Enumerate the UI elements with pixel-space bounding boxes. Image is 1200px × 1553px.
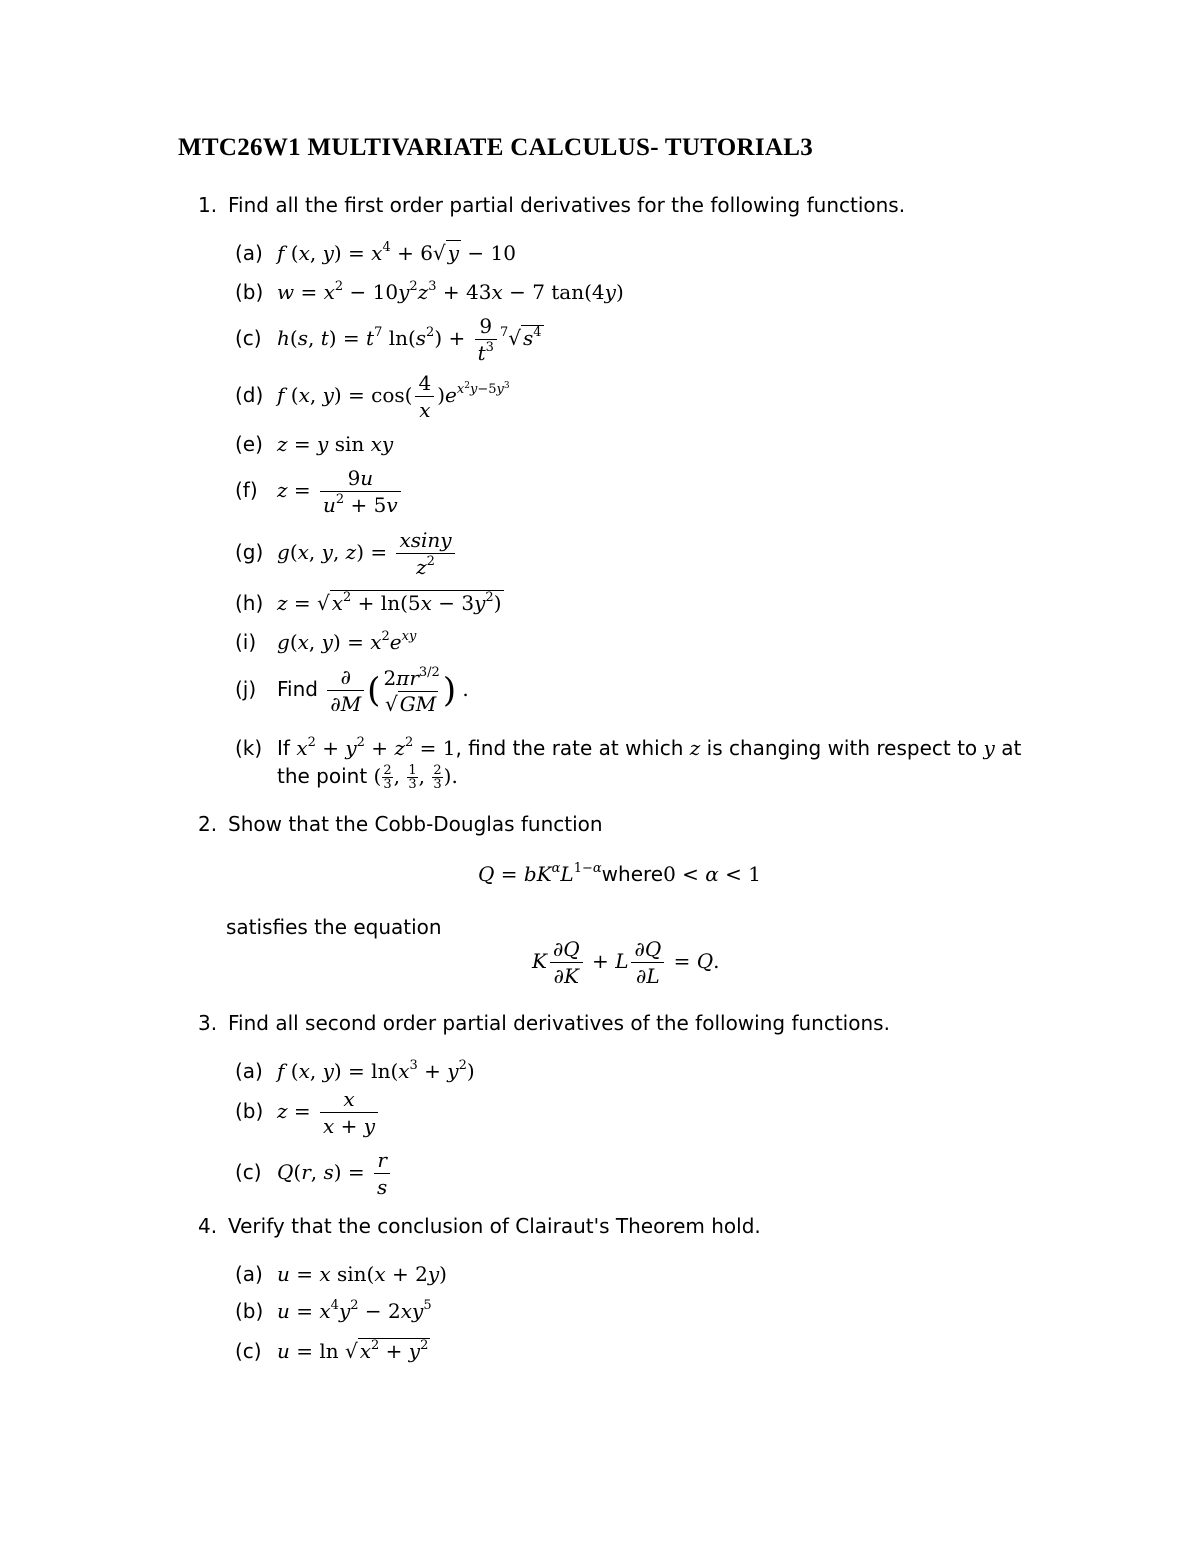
formula: $x^2 + y^2 + z^2 = 1$ [296, 735, 456, 760]
item-text-end: at [1001, 736, 1022, 760]
item-label: (h) [235, 591, 264, 615]
q3-item-b [235, 1086, 381, 1139]
formula: z = y sin xy [277, 432, 394, 456]
item-label: (j) [235, 677, 257, 701]
item-label: (d) [235, 383, 264, 407]
question-number: 3. [198, 1011, 218, 1035]
formula: z = $\frac{9u}{u^2 + 5v}$ [277, 478, 404, 502]
item-label: (a) [235, 241, 263, 265]
formula: $u = x^4y^2 - 2xy^5$ [277, 1298, 432, 1323]
q4-item-a [235, 1261, 447, 1287]
item-text-line2: the point [277, 764, 368, 788]
formula: $\frac{\partial}{\partial M}$ ( $2\pi r^{3/2}$ √ GM ) . [324, 677, 468, 701]
formula: f (x, $y) = x^4 + 6√$ y − 10 [277, 240, 516, 265]
question-3-heading [198, 1010, 890, 1036]
item-label: (c) [235, 1160, 262, 1184]
item-label: (a) [235, 1059, 263, 1083]
q1-item-j [235, 664, 469, 717]
question-4-heading [198, 1213, 761, 1239]
q1-item-i [235, 629, 416, 655]
item-label: (i) [235, 630, 257, 654]
q1-item-c [235, 313, 544, 366]
item-text-prefix: If [277, 736, 290, 760]
cobb-douglas-equation: K $\frac{\partial Q}{\partial K}$ + L $\frac{\partial Q}{\partial L}$ = Q. [532, 937, 720, 988]
formula: g(x, y, z) = $\frac{xsiny}{z^2}$ [277, 540, 458, 564]
q1-item-g [235, 527, 458, 580]
item-text-mid2: is changing with respect to [706, 736, 978, 760]
question-number: 1. [198, 193, 218, 217]
formula: h(s, $t) = t^7$ $\ln(s^2)$ + $\frac{9}{t^3}$ $^7$√ $s^4$ [277, 314, 542, 365]
question-text: Find all the first order partial derivatives for the following functions. [228, 193, 906, 217]
question-number: 2. [198, 812, 218, 836]
item-label: (k) [235, 736, 263, 760]
item-label: (g) [235, 540, 264, 564]
item-label: (a) [235, 1262, 263, 1286]
q4-item-c [235, 1338, 430, 1364]
formula-var: y [983, 736, 995, 760]
item-label: (b) [235, 1299, 264, 1323]
formula: Q(r, s) = $\frac{r}{s}$ [277, 1160, 393, 1184]
cobb-douglas-formula: $Q = bK^\alpha L^{1-\alpha}where0 < \alpha < 1$ [478, 861, 762, 886]
q4-item-b [235, 1298, 432, 1324]
formula: u = ln √ $x^2 + y^2$ [277, 1338, 429, 1363]
item-label: (b) [235, 1099, 264, 1123]
question-1-heading [198, 192, 905, 218]
formula: ( $\frac{2}{3}$ , $\frac{1}{3}$ , $\frac{2}{3}$ ). [373, 763, 458, 792]
question-2-heading [198, 811, 603, 837]
question-text: Verify that the conclusion of Clairaut's Theorem hold. [228, 1214, 761, 1238]
formula: f (x, $y) = \ln(x^3 + y^2)$ [277, 1058, 475, 1083]
item-word: Find [277, 677, 318, 701]
q1-item-k-line2 [277, 763, 458, 791]
formula: z = $\frac{x}{x + y}$ [277, 1099, 381, 1123]
formula: $w = x^2 - 10y^2z^3 + 43x - 7$ tan(4y) [277, 279, 624, 304]
page-title: MTC26W1 MULTIVARIATE CALCULUS- TUTORIAL3 [178, 134, 814, 161]
formula: u = x sin(x + 2y) [277, 1262, 447, 1286]
q1-item-k [235, 735, 1021, 761]
item-label: (c) [235, 1339, 262, 1363]
formula: g(x, $y) = x^2e^{xy}$ [277, 629, 417, 654]
q1-item-e [235, 431, 393, 457]
item-label: (f) [235, 478, 258, 502]
question-number: 4. [198, 1214, 218, 1238]
satisfies-text: satisfies the equation [226, 915, 442, 939]
q3-item-a [235, 1058, 475, 1084]
question-text: Find all second order partial derivatives of the following functions. [228, 1011, 890, 1035]
item-text-mid: , find the rate at which [455, 736, 684, 760]
q1-item-f [235, 465, 404, 518]
item-label: (c) [235, 326, 262, 350]
where-word: where [601, 862, 664, 886]
q1-item-a [235, 240, 516, 266]
q1-item-h [235, 590, 504, 616]
formula: z = √ $x^2 + \ln(5x - 3y^2)$ [277, 590, 502, 615]
formula: f (x, y) = cos( $\frac{4}{x}$ )$e^{x^2y-5y^3}$ [277, 371, 510, 422]
q1-item-b [235, 279, 624, 305]
q3-item-c [235, 1147, 393, 1200]
formula-var: z [689, 736, 701, 760]
q1-item-d [235, 370, 510, 423]
question-text: Show that the Cobb-Douglas function [228, 812, 603, 836]
item-label: (e) [235, 432, 263, 456]
item-label: (b) [235, 280, 264, 304]
